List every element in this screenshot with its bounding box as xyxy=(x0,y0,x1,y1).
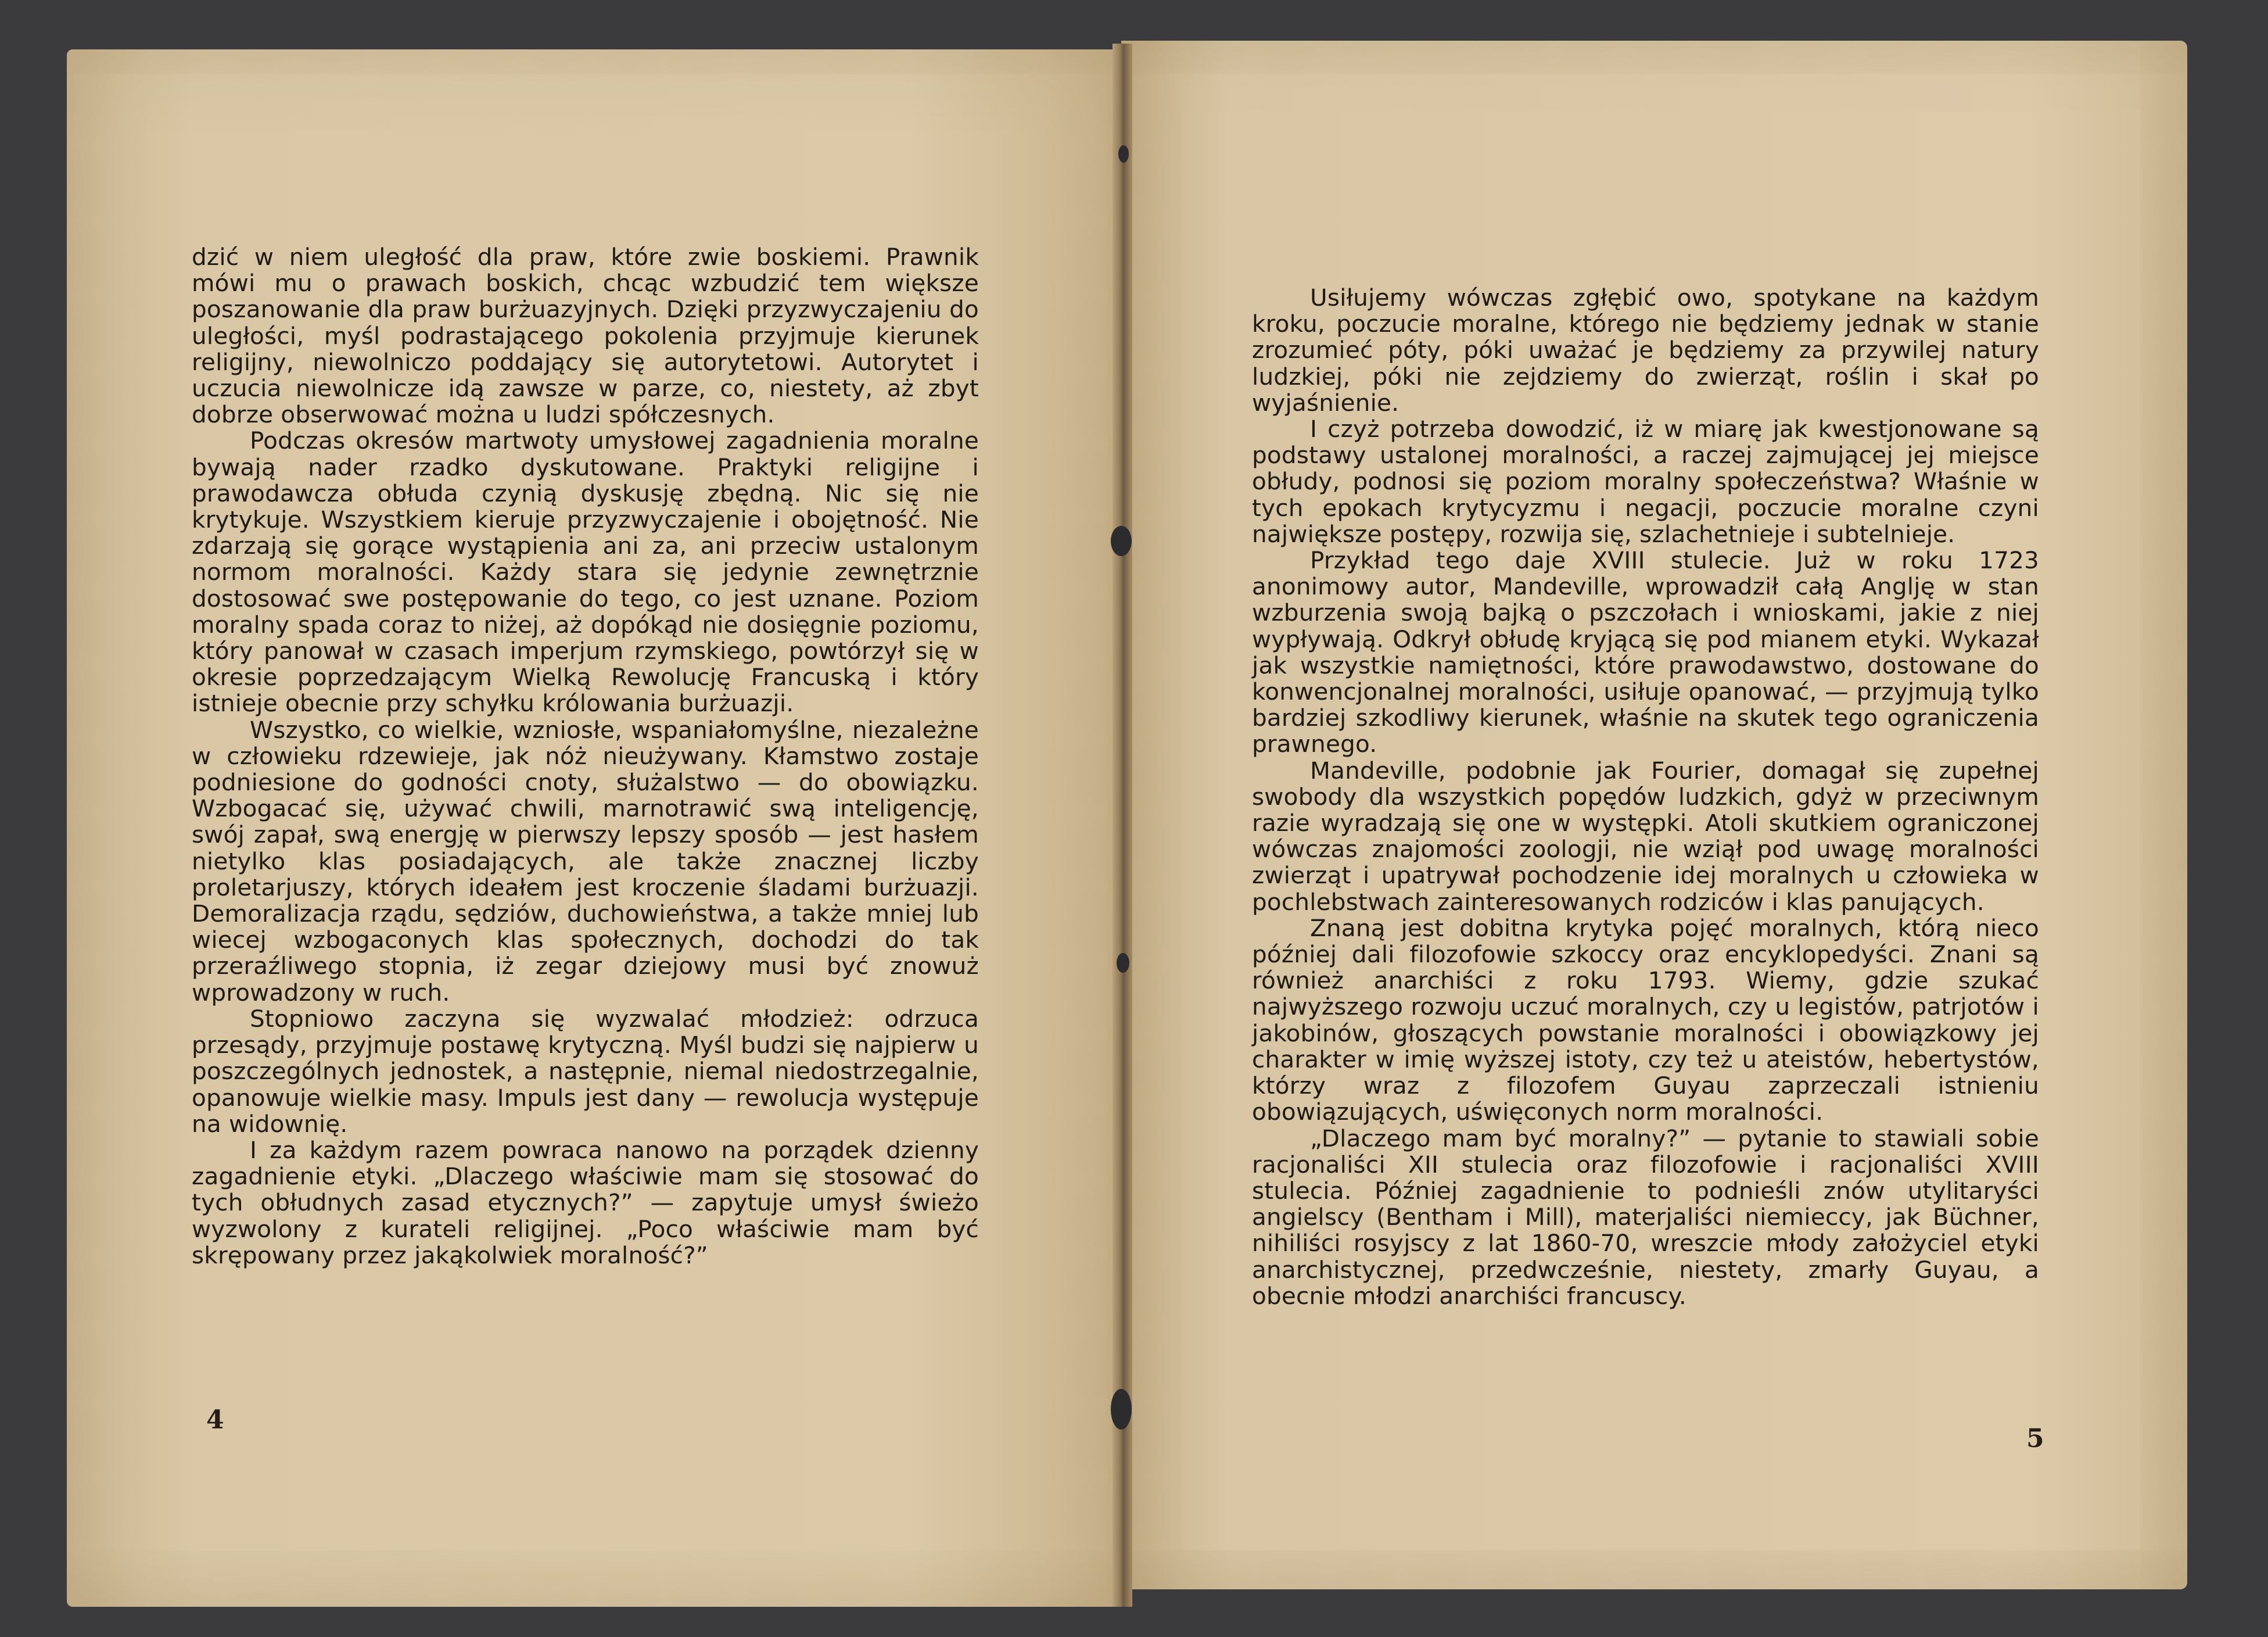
paragraph: „Dlaczego mam być moralny?” — pytanie to stawiali sobie racjonaliści XII stulecia oraz filozofowie i racjonaliści XVIII stulecia. Później zagadnienie to podnieśli znów utylitaryści angielscy (Bentham i Mill), materjaliści niemieccy, jak Büchner, nihiliści rosyjscy z lat 1860-70, wreszcie młody założyciel etyki anarchistycznej, przedwcześnie, niestety, zmarły Guyau, a obecnie młodzi anarchiści francuscy. xyxy=(1252,1124,2039,1310)
paragraph: Mandeville, podobnie jak Fourier, domagał się zupełnej swobody dla wszystkich popędów ludzkich, gdyż w przeciwnym razie wyradzają się one w występki. Atoli skutkiem ograniczonej wówczas znajomości zoologji, nie wziął pod uwagę moralności zwierząt i upatrywał pochodzenie idej moralnych u człowieka w pochlebstwach zainteresowanych rodziców i klas panujących. xyxy=(1252,756,2039,916)
paragraph: Wszystko, co wielkie, wzniosłe, wspaniałomyślne, niezależne w człowieku rdzewieje, jak nóż nieużywany. Kłamstwo zostaje podniesione do godności cnoty, służalstwo — do obowiązku. Wzbogacać się, używać chwili, marnotrawić swą inteligencję, swój zapał, swą energję w pierwszy lepszy sposób — jest hasłem nietylko klas posiadających, ale także znacznej liczby proletarjuszy, których ideałem jest kroczenie śladami burżuazji. Demoralizacja rządu, sędziów, duchowieństwa, a także mniej lub wiecej wzbogaconych klas społecznych, dochodzi do tak przeraźliwego stopnia, iż zegar dziejowy musi być znowuż wprowadzony w ruch. xyxy=(192,715,979,1006)
left-page-text xyxy=(192,244,979,1269)
paragraph: I za każdym razem powraca nanowo na porządek dzienny zagadnienie etyki. „Dlaczego właściwie mam się stosować do tych obłudnych zasad etycznych?” — zapytuje umysł świeżo wyzwolony z kurateli religijnej. „Poco właściwie mam być skrępowany przez jakąkolwiek moralność?” xyxy=(192,1135,979,1269)
paragraph: Usiłujemy wówczas zgłębić owo, spotykane na każdym kroku, poczucie moralne, którego nie będziemy jednak w stanie zrozumieć póty, póki uważać je będziemy za przywilej natury ludzkiej, póki nie zejdziemy do zwierząt, roślin i skał po wyjaśnienie. xyxy=(1252,284,2039,417)
binding-hole xyxy=(1111,1389,1132,1430)
paragraph: I czyż potrzeba dowodzić, iż w miarę jak kwestjonowane są podstawy ustalonej moralności, a raczej zajmującej jej miejsce obłudy, podnosi się poziom moralny społeczeństwa? Właśnie w tych epokach krytycyzmu i negacji, poczucie moralne czyni największe postępy, rozwija się, szlachetnieje i subtelnieje. xyxy=(1252,415,2039,548)
paragraph: Podczas okresów martwoty umysłowej zagadnienia moralne bywają nader rzadko dyskutowane. Praktyki religijne i prawodawcza obłuda czynią dyskusję zbędną. Nic się nie krytykuje. Wszystkiem kieruje przyzwyczajenie i obojętność. Nie zdarzają się gorące wystąpienia ani za, ani przeciw ustalonym normom moralności. Każdy stara się jedynie zewnętrznie dostosować swe postępowanie do tego, co jest uznane. Poziom moralny spada coraz to niżej, aż dopókąd nie dosięgnie poziomu, który panował w czasach imperjum rzymskiego, powtórzył się w okresie poprzedzającym Wielką Rewolucję Francuską i który istnieje obecnie przy schyłku królowania burżuazji. xyxy=(192,427,979,718)
binding-hole xyxy=(1118,145,1129,163)
paragraph: Stopniowo zaczyna się wyzwalać młodzież: odrzuca przesądy, przyjmuje postawę krytyczną. Myśl budzi się najpierw u poszczególnych jednostek, a następnie, niemal niedostrzegalnie, opanowuje wielkie masy. Impuls jest dany — rewolucja występuje na widownię. xyxy=(192,1004,979,1138)
page-number: 5 xyxy=(2026,1424,2044,1453)
book-spine-gutter xyxy=(1113,44,1132,1607)
binding-hole xyxy=(1111,526,1132,556)
paragraph: Znaną jest dobitna krytyka pojęć moralnych, którą nieco później dali filozofowie szkoccy oraz encyklopedyści. Znani są również anarchiści z roku 1793. Wiemy, gdzie szukać najwyższego rozwoju uczuć moralnych, czy u legistów, patrjotów i jakobinów, głoszących powstanie moralności i obowiązkowy jej charakter w imię wyższej istoty, czy też u ateistów, hebertystów, którzy wraz z filozofem Guyau zaprzeczali istnieniu obowiązujących, uświęconych norm moralności. xyxy=(1252,914,2039,1126)
right-page-text xyxy=(1252,285,2039,1309)
paragraph: Przykład tego daje XVIII stulecie. Już w roku 1723 anonimowy autor, Mandeville, wprowadził całą Anglję w stan wzburzenia swoją bajką o pszczołach i wnioskami, jakie z niej wypływają. Odkrył obłudę kryjącą się pod mianem etyki. Wykazał jak wszystkie namiętności, które prawodawstwo, dostowane do konwencjonalnej moralności, usiłuje opanować, — przyjmują tylko bardziej szkodliwy kierunek, właśnie na skutek tego ograniczenia prawnego. xyxy=(1252,546,2039,758)
binding-hole xyxy=(1117,953,1129,973)
paragraph: dzić w niem uległość dla praw, które zwie boskiemi. Prawnik mówi mu o prawach boskich, chcąc wzbudzić tem większe poszanowanie dla praw burżuazyjnych. Dzięki przyzwyczajeniu do uległości, myśl podrastającego pokolenia przyjmuje kierunek religijny, niewolniczo poddający się autorytetowi. Autorytet i uczucia niewolnicze idą zawsze w parze, co, niestety, aż zbyt dobrze obserwować można u ludzi spółczesnych. xyxy=(192,243,979,429)
page-number: 4 xyxy=(206,1405,224,1435)
